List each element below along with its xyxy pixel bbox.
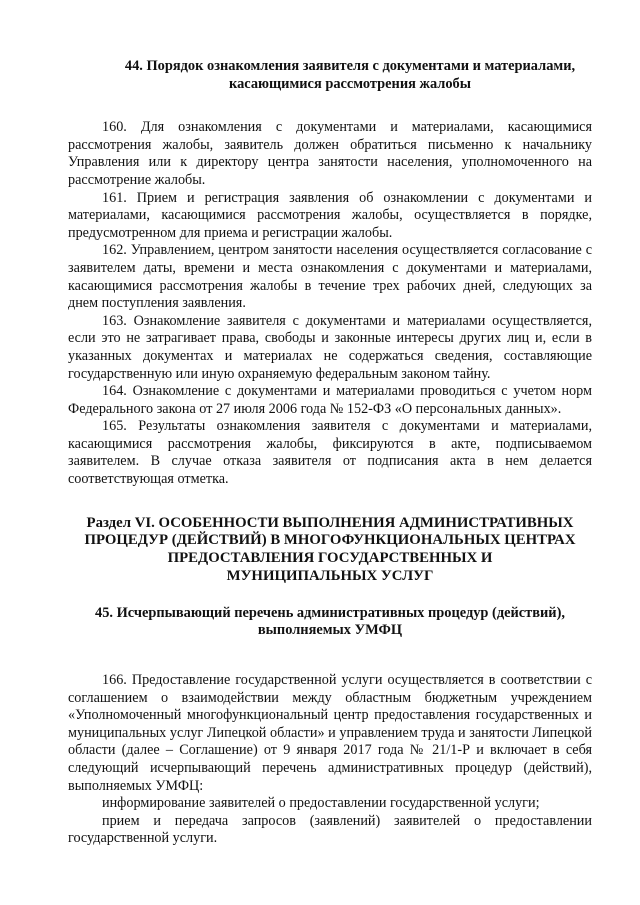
- section-45-heading-line-2: выполняемых УМФЦ: [257, 622, 403, 639]
- list-item-informing: информирование заявителей о предоставлении государственной услуги;: [102, 795, 540, 812]
- paragraph-164: 164. Ознакомление с документами и материалами проводиться с учетом норм Федерального закона от 27 июля 2006 года № 152-ФЗ «О персональных данных».: [68, 383, 592, 417]
- section-6-heading-line-4: МУНИЦИПАЛЬНЫХ УСЛУГ: [226, 568, 434, 585]
- section-45-heading-line-1: 45. Исчерпывающий перечень административных процедур (действий),: [95, 604, 565, 621]
- section-6-heading-line-2: ПРОЦЕДУР (ДЕЙСТВИЙ) В МНОГОФУНКЦИОНАЛЬНЫХ ЦЕНТРАХ: [84, 532, 576, 549]
- section-6-heading-line-1: Раздел VI. ОСОБЕННОСТИ ВЫПОЛНЕНИЯ АДМИНИСТРАТИВНЫХ: [86, 514, 574, 531]
- list-item-requests: прием и передача запросов (заявлений) заявителей о предоставлении государственной услуги.: [68, 812, 592, 847]
- section-44-heading: [68, 58, 592, 93]
- section-6-heading-line-3: ПРЕДОСТАВЛЕНИЯ ГОСУДАРСТВЕННЫХ И: [167, 550, 493, 567]
- section-45-heading: [68, 605, 592, 640]
- paragraph-161: 161. Прием и регистрация заявления об ознакомлении с документами и материалами, касающимися рассмотрения жалобы, осуществляется в порядке, предусмотренном для приема и регистрации жалобы.: [68, 189, 592, 241]
- section-44-heading-line-2: касающимися рассмотрения жалобы: [229, 75, 471, 92]
- paragraph-166: 166. Предоставление государственной услуги осуществляется в соответствии с соглашением о взаимодействии между областным бюджетным учреждением «Уполномоченный многофункциональный центр предоставления государственных и муниципальных услуг Липецкой области» и управлением труда и занятости Липецкой области (далее – Соглашение) от 9 января 2017 года № 21/1-Р и включает в себя следующий исчерпывающий перечень административных процедур (действий), выполняемых УМФЦ:: [68, 672, 592, 794]
- paragraph-162: 162. Управлением, центром занятости населения осуществляется согласование с заявителем даты, времени и места ознакомления с документами и материалами, касающимися рассмотрения жалобы в течение трех рабочих дней, следующих за днем поступления заявления.: [68, 242, 592, 312]
- paragraph-160: 160. Для ознакомления с документами и материалами, касающимися рассмотрения жалобы, заявитель должен обратиться письменно к начальнику Управления или к директору центра занятости населения, уполномоченного на рассмотрение жалобы.: [68, 119, 592, 188]
- paragraph-163: 163. Ознакомление заявителя с документами и материалами осуществляется, если это не затрагивает права, свободы и законные интересы других лиц и, если в указанных документах и материалах не содержаться сведения, составляющие государственную или иную охраняемую федеральным законом тайну.: [68, 312, 592, 382]
- section-44-heading-line-1: 44. Порядок ознакомления заявителя с документами и материалами,: [124, 58, 576, 74]
- section-6-heading: [68, 515, 592, 586]
- paragraph-165: 165. Результаты ознакомления заявителя с документами и материалами, касающимися рассмотрения жалобы, фиксируются в акте, подписываемом заявителем. В случае отказа заявителя от подписания акта в нем делается соответствующая отметка.: [68, 418, 592, 488]
